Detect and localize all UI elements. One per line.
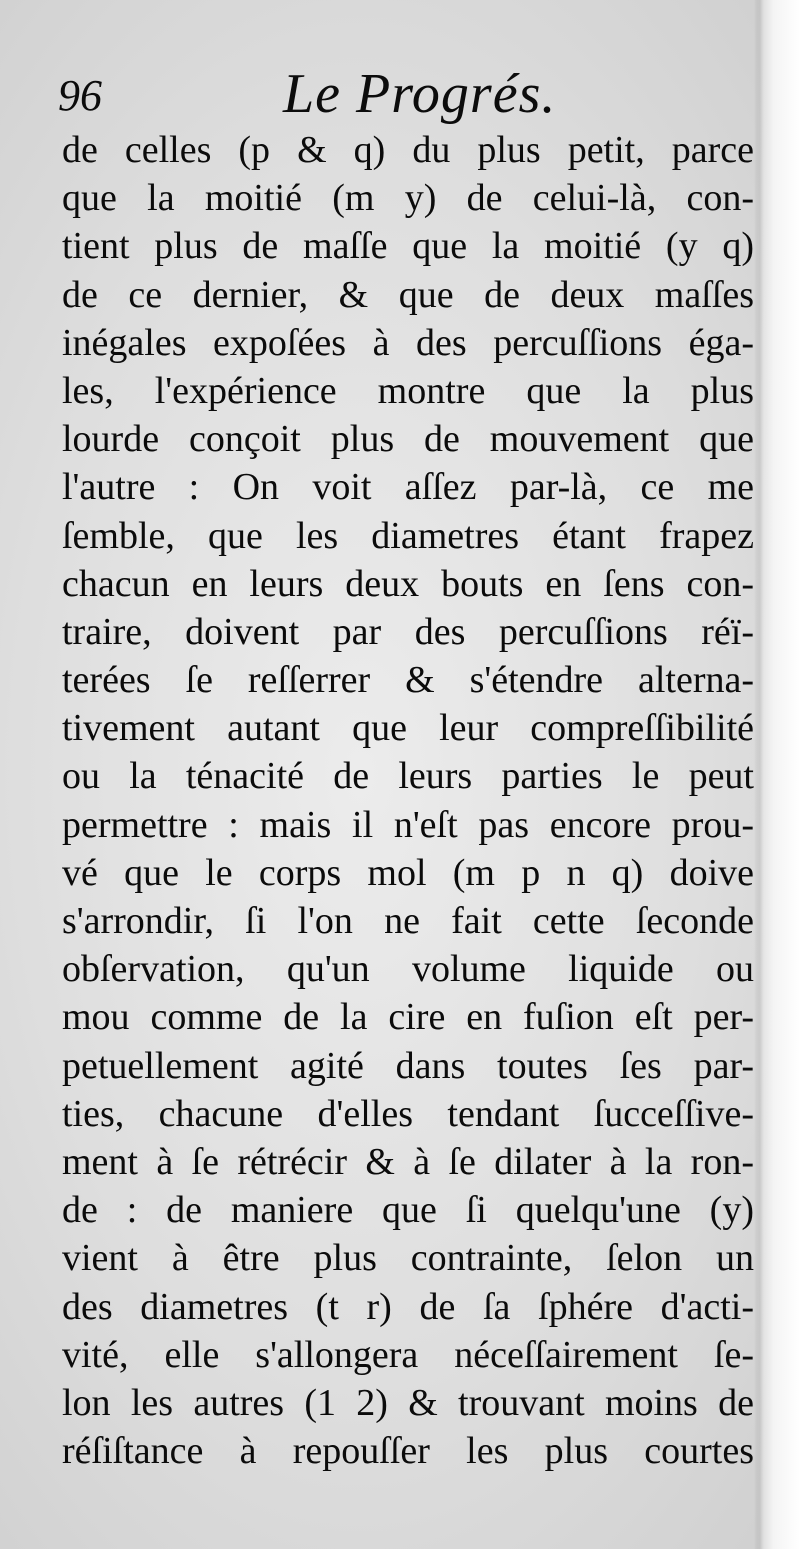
running-head: [58, 62, 758, 132]
page-gutter: [756, 0, 800, 1549]
text-line: permettre : mais il n'eſt pas encore prou-: [62, 803, 754, 846]
text-line: des diametres (t r) de ſa ſphére d'acti-: [62, 1285, 754, 1328]
text-line: obſervation, qu'un volume liquide ou: [62, 948, 754, 991]
text-line: vé que le corps mol (m p n q) doive: [62, 851, 754, 894]
text-line: lourde conçoit plus de mouvement que: [62, 418, 754, 461]
text-line: que la moitié (m y) de celui-là, con-: [62, 177, 754, 220]
text-line: tivement autant que leur compreſſibilité: [62, 707, 754, 750]
text-line: de ce dernier, & que de deux maſſes: [62, 273, 754, 316]
page-number: 96: [58, 71, 102, 120]
text-line: inégales expoſées à des percuſſions éga-: [62, 321, 754, 364]
text-line: tient plus de maſſe que la moitié (y q): [62, 225, 754, 268]
text-line: terées ſe reſſerrer & s'étendre alterna-: [62, 659, 754, 702]
text-line: lon les autres (1 2) & trouvant moins de: [62, 1381, 754, 1424]
text-line: ties, chacune d'elles tendant ſucceſſive-: [62, 1092, 754, 1135]
text-line: petuellement agité dans toutes ſes par-: [62, 1044, 754, 1087]
text-line: les, l'expérience montre que la plus: [62, 369, 754, 412]
text-line: ou la ténacité de leurs parties le peut: [62, 755, 754, 798]
text-line: de celles (p & q) du plus petit, parce: [62, 129, 754, 171]
text-line: ment à ſe rétrécir & à ſe dilater à la ron-: [62, 1140, 754, 1183]
text-line: ſemble, que les diametres étant frapez: [62, 514, 754, 557]
text-line: s'arrondir, ſi l'on ne fait cette ſeconde: [62, 900, 754, 942]
text-line: réſiſtance à repouſſer les plus courtes: [62, 1430, 754, 1473]
text-line: de : de maniere que ſi quelqu'une (y): [62, 1189, 754, 1232]
body-text: [62, 126, 754, 1475]
text-line: l'autre : On voit aſſez par-là, ce me: [62, 466, 754, 509]
text-line: chacun en leurs deux bouts en ſens con-: [62, 562, 754, 605]
text-line: mou comme de la cire en fuſion eſt per-: [62, 996, 754, 1039]
running-title: Le Progrés.: [283, 63, 557, 125]
text-line: traire, doivent par des percuſſions réï-: [62, 610, 754, 653]
text-line: vité, elle s'allongera néceſſairement ſe-: [62, 1333, 754, 1376]
text-line: vient à être plus contrainte, ſelon un: [62, 1237, 754, 1280]
